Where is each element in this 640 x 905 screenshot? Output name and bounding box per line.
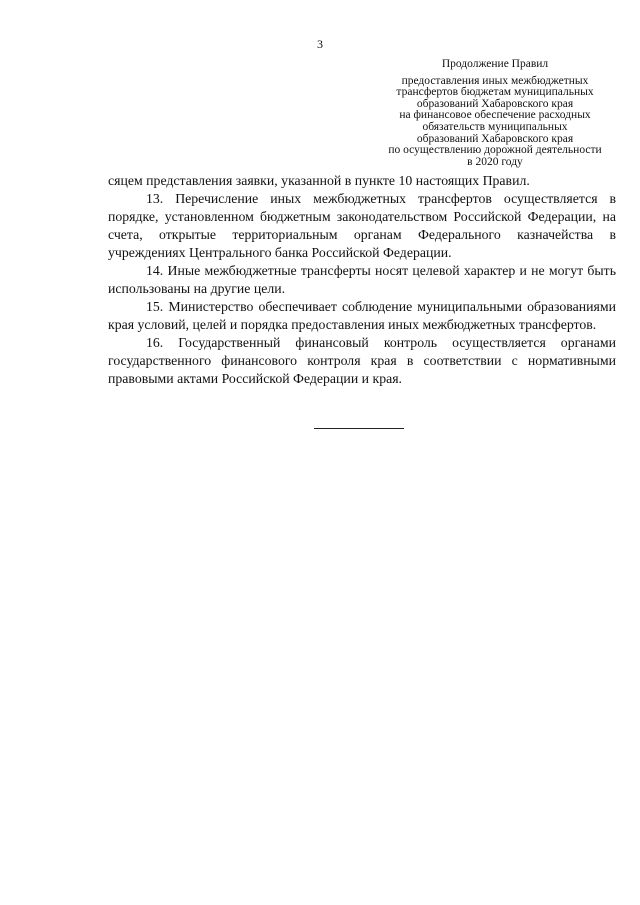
end-separator-line <box>314 428 404 429</box>
continuation-header <box>372 59 618 168</box>
header-line: образований Хабаровского края <box>416 97 574 110</box>
header-line: образований Хабаровского края <box>416 132 574 145</box>
page-number: 3 <box>317 37 323 51</box>
header-line: обязательств муниципальных <box>422 120 568 133</box>
paragraph-continuation: сяцем представления заявки, указанной в пункте 10 настоящих Правил. <box>108 173 530 188</box>
header-line: предоставления иных межбюджетных <box>401 74 589 87</box>
header-line: в 2020 году <box>467 155 523 168</box>
paragraph-15: 15. Министерство обеспечивает соблюдение муниципальными образованиями края условий, целей и порядка предоставления иных межбюджетных трансфертов. <box>108 299 616 332</box>
header-title: Продолжение Правил <box>441 58 549 70</box>
header-line: по осуществлению дорожной деятельности <box>388 144 602 157</box>
header-line: трансфертов бюджетам муниципальных <box>396 86 594 99</box>
paragraph-13: 13. Перечисление иных межбюджетных трансфертов осуществляется в порядке, установленном бюджетным законодательством Российской Федерации, на счета, открытые территориальным органам Федерального казначейства в учреждениях Центрального банка Российской Федерации. <box>108 191 616 260</box>
header-line: на финансовое обеспечение расходных <box>399 109 591 122</box>
paragraph-16: 16. Государственный финансовый контроль осуществляется органами государственного финансового контроля края в соответствии с нормативными правовыми актами Российской Федерации и края. <box>108 335 616 386</box>
paragraph-14: 14. Иные межбюджетные трансферты носят целевой характер и не могут быть использованы на другие цели. <box>108 263 616 296</box>
document-body <box>108 172 616 388</box>
